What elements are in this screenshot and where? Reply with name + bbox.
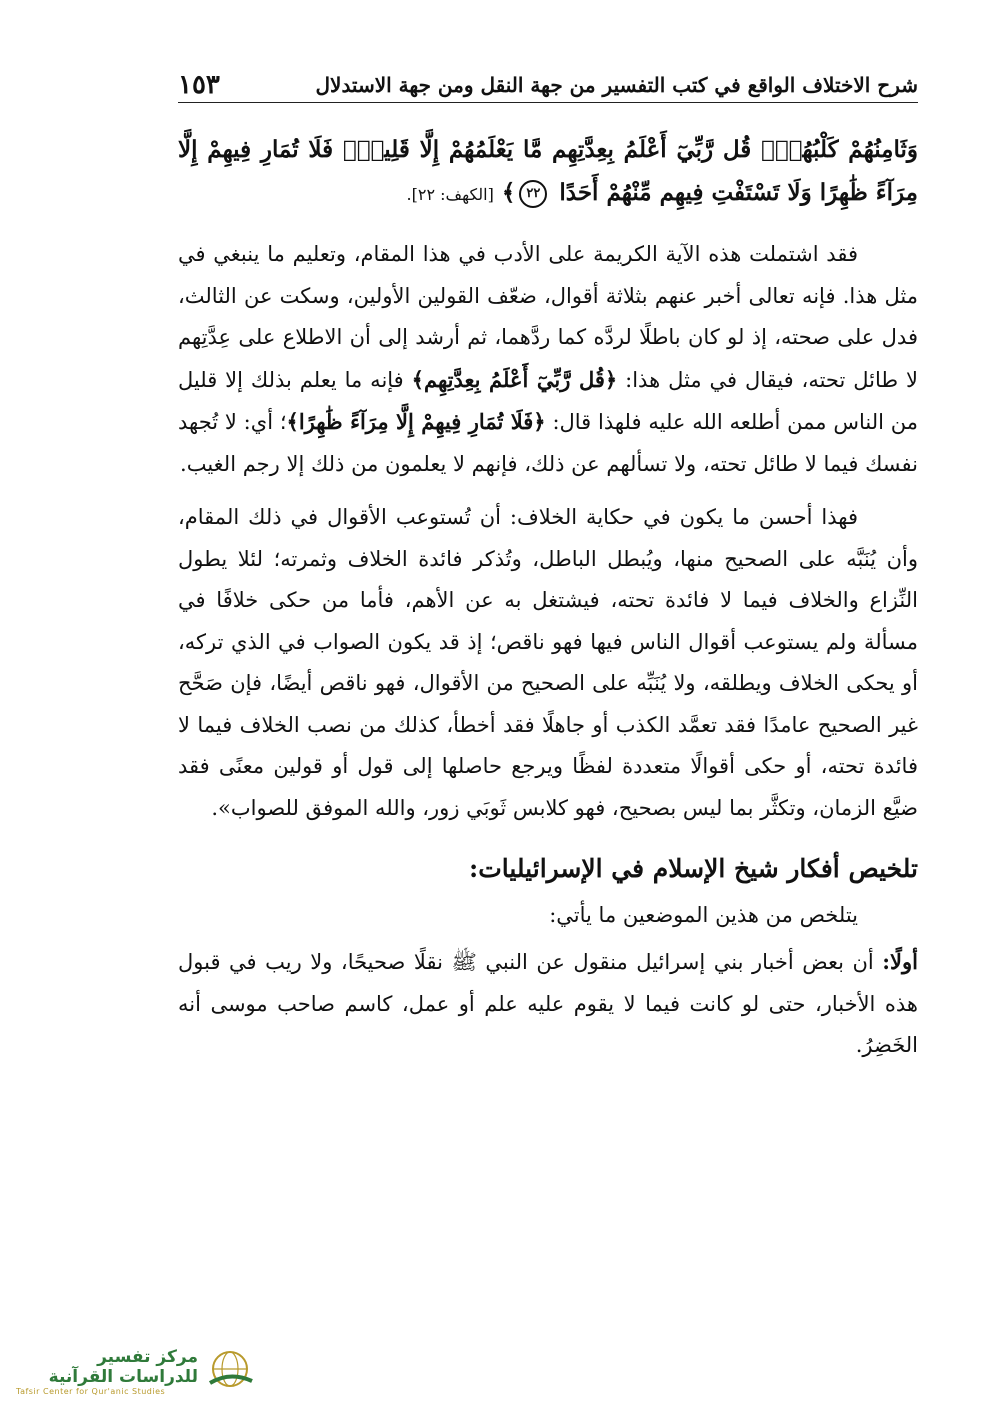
logo-arabic-name: مركز تفسير للدراسات القرآنية bbox=[48, 1346, 198, 1387]
page-header bbox=[178, 62, 918, 103]
section-heading: تلخيص أفكار شيخ الإسلام في الإسرائيليات: bbox=[468, 854, 918, 883]
paragraph-1-text-b: فإنه ما يعلم بذلك إلا قليل من الناس ممن أطلعه الله عليه فلهذا قال: bbox=[178, 367, 918, 434]
quote-1: ﴿قُل رَّبِّيٓ أَعْلَمُ بِعِدَّتِهِم﴾ bbox=[411, 366, 618, 392]
paragraph-1-text-a: فقد اشتملت هذه الآية الكريمة على الأدب في هذا المقام، وتعليم ما ينبغي في مثل هذا. فإنه تعالى أخبر عنهم بثلاثة أقوال، ضعّف القولين الأولين، وسكت عن الثالث، فدل على صحته، إذ لو كان باطلًا لردَّه كما ردَّهما، ثم أرشد إلى أن الاطلاع على عِدَّتِهم لا طائل تحته، فيقال في مثل هذا: bbox=[178, 242, 918, 392]
globe-icon bbox=[204, 1349, 256, 1393]
verse-text: وَثَامِنُهُمْ كَلْبُهُمْۚ قُل رَّبِّيٓ أَعْلَمُ بِعِدَّتِهِم مَّا يَعْلَمُهُمْ إِلَّا قَلِيلٌۗ فَلَا تُمَارِ فِيهِمْ إِلَّا مِرَآءً ظَٰهِرًا وَلَا تَسْتَفْتِ فِيهِم مِّنْهُمْ أَحَدًا bbox=[178, 136, 918, 206]
running-title: شرح الاختلاف الواقع في كتب التفسير من جهة النقل ومن جهة الاستدلال bbox=[315, 73, 918, 97]
page-body bbox=[178, 128, 918, 1067]
quran-verse bbox=[178, 128, 918, 216]
section-intro: يتلخص من هذين الموضعين ما يأتي: bbox=[549, 903, 858, 927]
logo-english-name: Tafsir Center for Qur'anic Studies bbox=[16, 1386, 166, 1396]
page-number: ١٥٣ bbox=[178, 70, 220, 100]
logo-text bbox=[16, 1347, 198, 1396]
paragraph-2: فهذا أحسن ما يكون في حكاية الخلاف: أن تُستوعب الأقوال في ذلك المقام، وأن يُنَبَّه على الصحيح منها، ويُبطل الباطل، وتُذكر فائدة الخلاف وثمرته؛ لئلا يطول النِّزاع والخلاف فيما لا فائدة تحته، فيشتغل به عن الأهم، فأما من حكى خلافًا في مسألة ولم يستوعب أقوال الناس فيها فهو ناقص؛ إذ قد يكون الصواب في الذي تركه، أو يحكى الخلاف ويطلقه، ولا يُنَبِّه على الصحيح من الأقوال، فهو ناقص أيضًا، فإن صَحَّح غير الصحيح عامدًا فقد تعمَّد الكذب أو جاهلًا فقد أخطأ، كذلك من نصب الخلاف فيما لا فائدة تحته، أو حكى أقوالًا متعددة لفظًا ويرجع حاصلها إلى قول أو قولين معنًى فقد ضيَّع الزمان، وتكثَّر بما ليس بصحيح، فهو كلابس ثَوبَي زور، والله الموفق للصواب». bbox=[178, 505, 918, 820]
point-first bbox=[178, 941, 918, 1067]
paragraph-1 bbox=[178, 234, 918, 485]
tafsir-center-logo bbox=[16, 1345, 256, 1397]
paragraph-1-text-c: ؛ أي: لا تُجهد نفسك فيما لا طائل تحته، ولا تسألهم عن ذلك، فإنهم لا يعلمون من ذلك إلا رجم الغيب. bbox=[178, 410, 918, 476]
point-first-text: أن بعض أخبار بني إسرائيل منقول عن النبي ﷺ نقلًا صحيحًا، ولا ريب في قبول هذه الأخبار، حتى لو كانت فيما لا يقوم عليه علم أو عمل، كاسم صاحب موسى أنه الخَضِرُ. bbox=[178, 950, 918, 1057]
verse-close-bracket: ﴾ bbox=[501, 179, 516, 206]
ayah-number-marker: ٢٢ bbox=[519, 180, 547, 208]
quote-2: ﴿فَلَا تُمَارِ فِيهِمْ إِلَّا مِرَآءً ظَٰهِرًا﴾ bbox=[286, 409, 546, 434]
point-first-label: أولًا: bbox=[882, 949, 918, 974]
verse-reference: [الكهف: ٢٢]. bbox=[406, 185, 494, 204]
